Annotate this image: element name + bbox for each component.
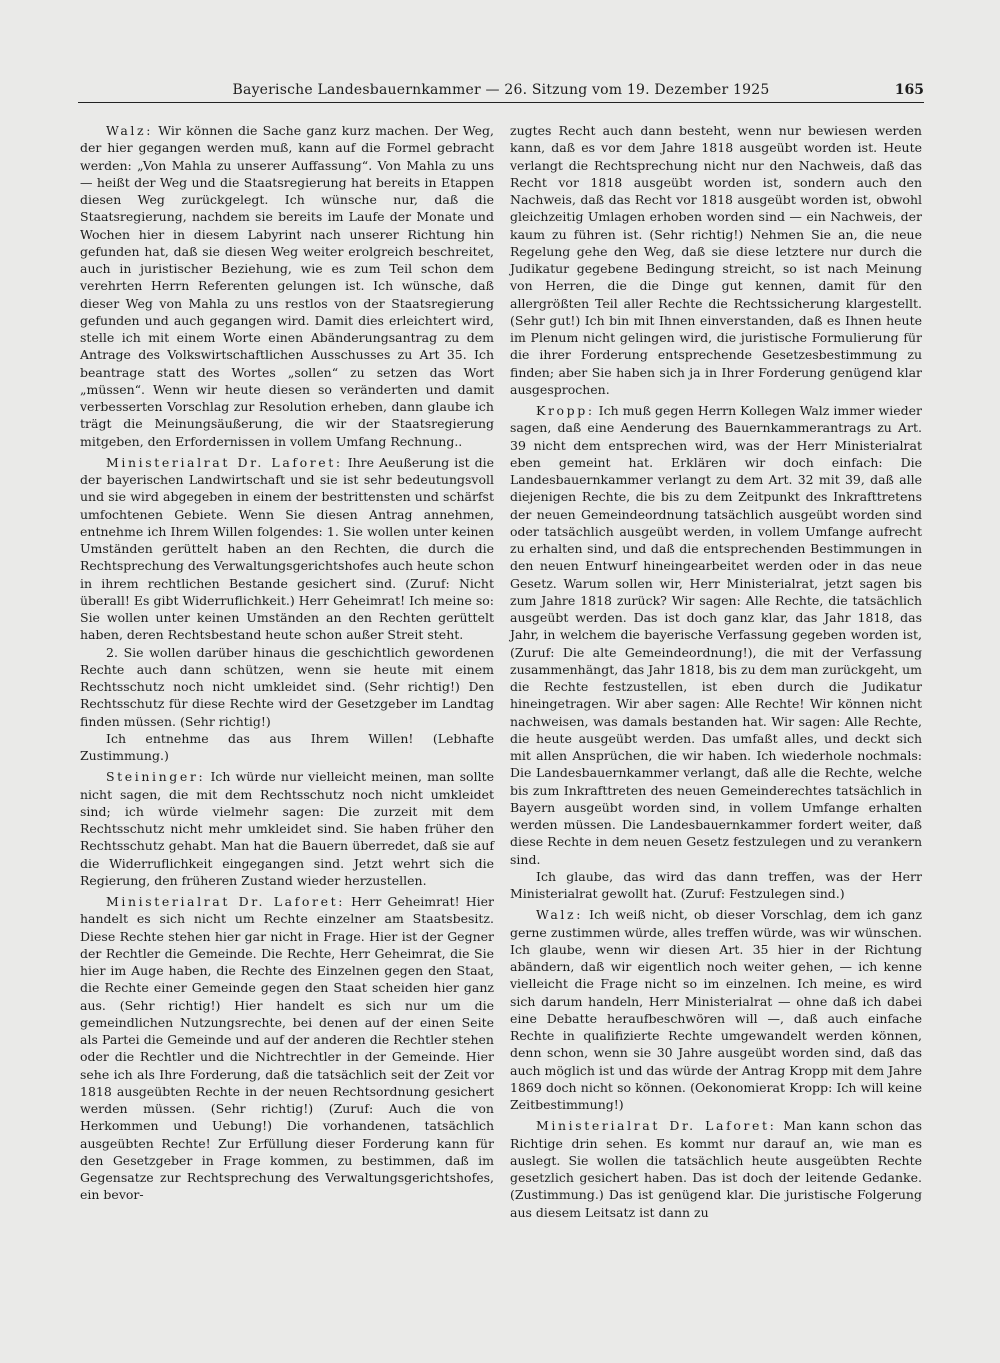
right-column [510,122,922,1221]
paragraph-text: Ich entnehme das aus Ihrem Willen! (Lebhafte Zustimmung.) [80,730,494,763]
page-header [78,80,924,103]
paragraph-text: zugtes Recht auch dann besteht, wenn nur bewiesen werden kann, daß es vor dem Jahre 1818 ausgeübt worden ist. Heute verlangt die Rechtsprechung nicht nur den Nachweis, daß das Recht vor 1818 ausgeübt worden ist, sondern auch den Nachweis, daß das Recht vor 1818 ausgeübt worden ist, obwohl gleichzeitig Umlagen erhoben worden sind — ein Nachweis, der kaum zu führen ist. (Sehr richtig!) Nehmen Sie an, die neue Regelung gehe den Weg, daß sie diese letztere nur durch die Judikatur gegebene Bedingung streicht, so ist nach Meinung von Herren, die die Dinge gut kennen, damit für den allergrößten Teil aller Rechte die Rechtssicherung klargestellt. (Sehr gut!) Ich bin mit Ihnen einverstanden, daß es Ihnen heute im Plenum nicht gelingen wird, die juristische Formulierung für die ihrer Forderung entsprechende Gesetzesbestimmung zu finden; aber Sie haben sich ja in Ihrer Forderung genügend klar ausgesprochen. [510,123,922,397]
paragraph [80,768,494,889]
paragraph [80,730,494,765]
paragraph-text: Ich glaube, das wird das dann treffen, was der Herr Ministerialrat gewollt hat. (Zuruf: Festzulegen sind.) [510,868,922,901]
page-number: 165 [894,82,924,98]
paragraph-text: Wir können die Sache ganz kurz machen. Der Weg, der hier gegangen werden muß, kann auf die Formel gebracht werden: „Von Mahla zu unserer Auffassung“. Von Mahla zu uns — heißt der Weg und die Staatsregierung hat bereits in Etappen diesen Weg zurückgelegt. Ich wünsche nur, daß die Staatsregierung, nachdem sie bereits im Laufe der Monate und Wochen hier in diesem Labyrint nach unserer Richtung hin gefunden hat, daß sie diesen Weg weiter erolgreich beschreitet, auch in juristischer Beziehung, wie es zum Teil schon dem verehrten Herrn Referenten gelungen ist. Ich wünsche, daß dieser Weg von Mahla zu uns restlos von der Staatsregierung gefunden und auch gegangen wird. Damit dies erleichtert wird, stelle ich mit einem Worte einen Abänderungsantrag zu dem Antrage des Volkswirtschaftlichen Ausschusses zu Art 35. Ich beantrage statt des Wortes „sollen“ zu setzen das Wort „müssen“. Wenn wir heute diesen so veränderten und damit verbesserten Vorschlag zur Resolution erheben, dann glaube ich trägt die Meinungsäußerung, die wir der Staatsregierung mitgeben, den Erfordernissen in vollem Umfang Rechnung.. [80,123,494,449]
speaker-name: Kropp: [536,403,595,418]
speaker-name: Ministerialrat Dr. Laforet: [106,894,346,909]
paragraph [80,893,494,1204]
paragraph-text: Ich muß gegen Herrn Kollegen Walz immer wieder sagen, daß eine Aenderung des Bauernkammerantrags zu Art. 39 nicht dem entsprechen wird, was der Herr Ministerialrat eben gemeint hat. Erklären wir doch einfach: Die Landesbauernkammer verlangt zu dem Art. 32 mit 39, daß alle diejenigen Rechte, die bis zu dem Zeitpunkt des Inkrafttretens der neuen Gemeindeordnung tatsächlich ausgeübt worden sind oder tatsächlich ausgeübt werden, in vollem Umfange aufrecht zu erhalten sind, und daß die entsprechenden Bestimmungen in den neuen Entwurf hineingearbeitet werden oder in das neue Gesetz. Warum sollen wir, Herr Ministerialrat, jetzt sagen bis zum Jahre 1818 zurück? Wir sagen: Alle Rechte, die tatsächlich ausgeübt werden. Das ist doch ganz klar, das Jahr 1818, das Jahr, in welchem die bayerische Verfassung gegeben worden ist, (Zuruf: Die alte Gemeindeordnung!), die mit der Verfassung zusammenhängt, das Jahr 1818, bis zu dem man zurückgeht, um die Rechte festzustellen, ist eben durch die Judikatur hineingetragen. Wir aber sagen: Alle Rechte! Wir können nicht nachweisen, was damals bestanden hat. Wir sagen: Alle Rechte, die heute ausgeübt werden. Das umfaßt alles, und deckt sich mit allen Ansprüchen, die wir haben. Ich wiederhole nochmals: Die Landesbauernkammer verlangt, daß alle die Rechte, welche bis zum Inkrafttreten des neuen Gemeinderechtes tatsächlich in Bayern ausgeübt worden sind, in vollem Umfange erhalten werden müssen. Die Landesbauernkammer fordert weiter, daß diese Rechte in dem neuen Gesetz festzulegen und zu verankern sind. [510,403,922,867]
paragraph [510,868,922,903]
left-column [80,122,494,1204]
paragraph-text: Man kann schon das Richtige drin sehen. Es kommt nur darauf an, wie man es auslegt. Sie wollen die tatsächlich heute ausgeübten Rechte gesetzlich gesichert haben. Das ist doch der leitende Gedanke. (Zustimmung.) Das ist genügend klar. Die juristische Folgerung aus diesem Leitsatz ist dann zu [510,1118,922,1220]
speaker-name: Ministerialrat Dr. Laforet: [106,454,343,470]
paragraph-text: Ich weiß nicht, ob dieser Vorschlag, dem ich ganz gerne zustimmen würde, alles treffen würde, was wir wünschen. Ich glaube, wenn wir diesen Art. 35 hier in der Richtung abändern, daß wir eigentlich noch weiter gehen, — ich kenne vielleicht die Frage nicht so im einzelnen. Ich meine, es wird sich darum handeln, Herr Ministerialrat — ohne daß ich dabei eine Debatte heraufbeschwören will —, daß auch einfache Rechte in qualifizierte Rechte umgewandelt werden können, denn schon, wenn sie 30 Jahre ausgeübt worden sind, daß das auch möglich ist und das würde der Antrag Kropp mit dem Jahre 1869 doch nicht so können. (Oekonomierat Kropp: Ich will keine Zeitbestimmung!) [510,907,922,1112]
paragraph-text: Ich würde nur vielleicht meinen, man sollte nicht sagen, die mit dem Rechtsschutz noch nicht umkleidet sind; ich würde vielmehr sagen: Die zurzeit mit dem Rechtsschutz nicht mehr umkleidet sind. Sie haben früher den Rechtsschutz gehabt. Man hat die Bauern überredet, daß sie auf die Widerruflichkeit eingegangen sind. Jetzt wehrt sich die Regierung, den früheren Zustand wieder herzustellen. [80,769,494,888]
speaker-name: Walz: [536,907,584,923]
paragraph [510,906,922,1113]
speaker-name: Steininger: [106,769,206,785]
paragraph-text: Herr Geheimrat! Hier handelt es sich nicht um Rechte einzelner am Staatsbesitz. Diese Rechte stehen hier gar nicht in Frage. Hier ist der Gegner der Rechtler die Gemeinde. Die Rechte, Herr Geheimrat, die Sie hier im Auge haben, die Rechte des Einzelnen gegen den Staat, die Rechte einer Gemeinde gegen den Staat scheiden hier ganz aus. (Sehr richtig!) Hier handelt es sich nur um die gemeindlichen Nutzungsrechte, bei denen auf der einen Seite als Partei die Gemeinde und auf der anderen die Rechtler stehen oder die Rechtler und die Nichtrechtler in der Gemeinde. Hier sehe ich als Ihre Forderung, daß die tatsächlich seit der Zeit vor 1818 ausgeübten Rechte in der neuen Rechtsordnung gesichert werden müssen. (Sehr richtig!) (Zuruf: Auch die von Herkommen und Uebung!) Die vorhandenen, tatsächlich ausgeübten Rechte! Zur Erfüllung dieser Forderung kann für den Gesetzgeber in Frage kommen, zu bestimmen, daß im Gegensatze zur Rechtsprechung des Verwaltungsgerichtshofes, ein bevor- [80,894,494,1203]
paragraph [510,1117,922,1221]
paragraph [510,402,922,868]
speaker-name: Ministerialrat Dr. Laforet: [536,1118,777,1134]
paragraph [80,644,494,730]
speaker-name: Walz: [106,123,154,138]
paragraph-text: 2. Sie wollen darüber hinaus die geschichtlich gewordenen Rechte auch dann schützen, wenn sie heute mit einem Rechtsschutz noch nicht umkleidet sind. (Sehr richtig!) Den Rechtsschutz für diese Rechte wird der Gesetzgeber im Landtag finden müssen. (Sehr richtig!) [80,644,494,729]
paragraph [80,122,494,450]
paragraph [80,454,494,644]
paragraph [510,122,922,398]
running-title: Bayerische Landesbauernkammer — 26. Sitzung vom 19. Dezember 1925 [232,82,770,98]
paragraph-text: Ihre Aeußerung ist die der bayerischen Landwirtschaft und sie ist sehr bedeutungsvoll und sie wird abgegeben in einem der bestrittensten und schärfst umfochtenen Gebiete. Wenn Sie diesen Antrag annehmen, entnehme ich Ihrem Willen folgendes: 1. Sie wollen unter keinen Umständen gerüttelt haben an den Rechten, die durch die Rechtsprechung des Verwaltungsgerichtshofes auch heute schon in ihrem rechtlichen Bestande gesichert sind. (Zuruf: Nicht überall! Es gibt Widerruflichkeit.) Herr Geheimrat! Ich meine so: Sie wollen unter keinen Umständen an den Rechten gerüttelt haben, deren Rechtsbestand heute schon außer Streit steht. [80,454,495,643]
